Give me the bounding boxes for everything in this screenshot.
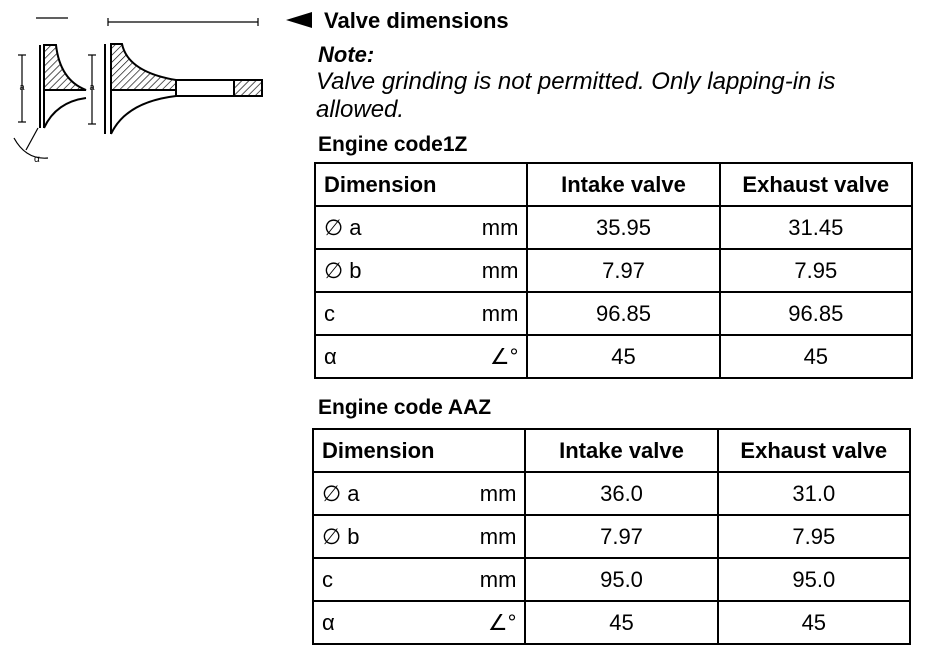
heading-text: Valve dimensions [324,8,509,33]
valve-side-view-icon [88,18,262,134]
dimension-cell [315,335,527,378]
intake-value: 95.0 [525,558,717,601]
table-row [315,249,912,292]
exhaust-value: 45 [720,335,912,378]
header-intake: Intake valve [527,163,719,206]
dimension-name: α [324,343,337,369]
table-row [313,601,910,644]
dimension-unit: mm [481,214,519,240]
exhaust-value: 95.0 [718,558,910,601]
header-dimension: Dimension [313,429,525,472]
intake-value: 36.0 [525,472,717,515]
table-row [313,515,910,558]
intake-value: 96.85 [527,292,719,335]
dimension-cell [313,515,525,558]
dimension-cell [315,292,527,335]
dimension-unit: ∠° [487,609,517,635]
section-heading [286,8,509,34]
dimension-cell [313,472,525,515]
table-row [315,292,912,335]
valve-cross-section-icon [14,18,86,158]
svg-text:a: a [19,82,25,92]
intake-value: 7.97 [527,249,719,292]
intake-value: 7.97 [525,515,717,558]
alpha-label: α [34,154,40,165]
dimension-cell [313,558,525,601]
svg-text:a: a [89,82,95,92]
header-dimension: Dimension [315,163,527,206]
header-intake: Intake valve [525,429,717,472]
valve-spec-table-1z [314,162,913,379]
exhaust-value: 31.45 [720,206,912,249]
dimension-unit: mm [481,300,519,326]
table-header-row [315,163,912,206]
dimension-unit: mm [479,566,517,592]
exhaust-value: 7.95 [720,249,912,292]
exhaust-value: 45 [718,601,910,644]
pointer-arrow-icon [286,12,312,28]
exhaust-value: 96.85 [720,292,912,335]
table-row [313,472,910,515]
intake-value: 35.95 [527,206,719,249]
table-row [313,558,910,601]
dimension-cell [315,249,527,292]
exhaust-value: 7.95 [718,515,910,558]
dimension-name: ∅ b [322,523,360,549]
header-exhaust: Exhaust valve [720,163,912,206]
exhaust-value: 31.0 [718,472,910,515]
dimension-unit: ∠° [489,343,519,369]
dimension-name: ∅ a [322,480,360,506]
note-text: Valve grinding is not permitted. Only lapping-in is allowed. [316,68,836,123]
dimension-unit: mm [481,257,519,283]
intake-value: 45 [525,601,717,644]
dimension-name: α [322,609,335,635]
dimension-unit: mm [479,523,517,549]
dimension-name: c [324,300,335,326]
header-exhaust: Exhaust valve [718,429,910,472]
dimension-cell [315,206,527,249]
table-header-row [313,429,910,472]
dimension-cell [313,601,525,644]
engine-code-title-1z: Engine code1Z [318,133,468,156]
engine-code-title-aaz: Engine code AAZ [318,396,492,419]
valve-diagram [8,10,278,170]
dimension-name: c [322,566,333,592]
intake-value: 45 [527,335,719,378]
valve-spec-table-aaz [312,428,911,645]
dimension-unit: mm [479,480,517,506]
table-row [315,206,912,249]
dimension-name: ∅ b [324,257,362,283]
dimension-name: ∅ a [324,214,362,240]
note-label: Note: [318,42,375,67]
table-row [315,335,912,378]
